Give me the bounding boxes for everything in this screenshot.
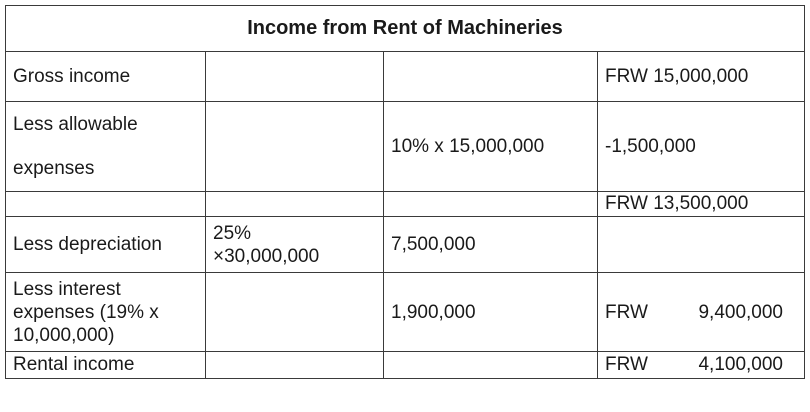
- income-table: [5, 5, 805, 379]
- row-total: -1,500,000: [598, 102, 805, 192]
- row-label-line2: expenses (19% x: [13, 301, 159, 323]
- row-calc-line2: ×30,000,000: [213, 245, 320, 267]
- row-total: [598, 273, 805, 352]
- row-total-split: [605, 301, 797, 324]
- table-row-subtotal: [6, 192, 805, 217]
- row-total: [598, 352, 805, 379]
- row-total-value: 4,100,000: [698, 354, 783, 375]
- row-total-currency: FRW: [605, 354, 648, 375]
- row-label: Rental income: [6, 352, 206, 379]
- row-amount: 1,900,000: [384, 273, 598, 352]
- row-label-line1: Less allowable: [13, 113, 138, 135]
- row-total: FRW 13,500,000: [598, 192, 805, 217]
- row-total-currency: FRW: [605, 301, 648, 323]
- row-total: [598, 217, 805, 273]
- row-label-line2: expenses: [13, 157, 95, 179]
- table-row-rental-income: [6, 352, 805, 379]
- row-amount: [384, 192, 598, 217]
- row-label: Gross income: [6, 52, 206, 102]
- row-calc: [206, 217, 384, 273]
- row-calc: [206, 352, 384, 379]
- row-calc: [206, 273, 384, 352]
- row-amount: 7,500,000: [384, 217, 598, 273]
- row-calc: [206, 52, 384, 102]
- table-row-gross-income: [6, 52, 805, 102]
- row-calc-line1: 25%: [213, 222, 252, 244]
- row-calc: [206, 102, 384, 192]
- row-total-split: [605, 353, 797, 377]
- row-amount: 10% x 15,000,000: [384, 102, 598, 192]
- row-label: [6, 192, 206, 217]
- row-amount: [384, 52, 598, 102]
- table-title: Income from Rent of Machineries: [6, 6, 805, 52]
- row-total: FRW 15,000,000: [598, 52, 805, 102]
- table-row-interest-expenses: [6, 273, 805, 352]
- table-row-allowable-expenses: [6, 102, 805, 192]
- row-total-value: 9,400,000: [698, 301, 783, 323]
- row-amount: [384, 352, 598, 379]
- row-calc: [206, 192, 384, 217]
- row-label-line1: Less interest: [13, 278, 121, 300]
- table-row-depreciation: [6, 217, 805, 273]
- income-table-container: [5, 5, 805, 379]
- table-title-row: [6, 6, 805, 52]
- row-label: [6, 273, 206, 352]
- row-label: Less depreciation: [6, 217, 206, 273]
- row-label: [6, 102, 206, 192]
- row-label-line3: 10,000,000): [13, 324, 115, 346]
